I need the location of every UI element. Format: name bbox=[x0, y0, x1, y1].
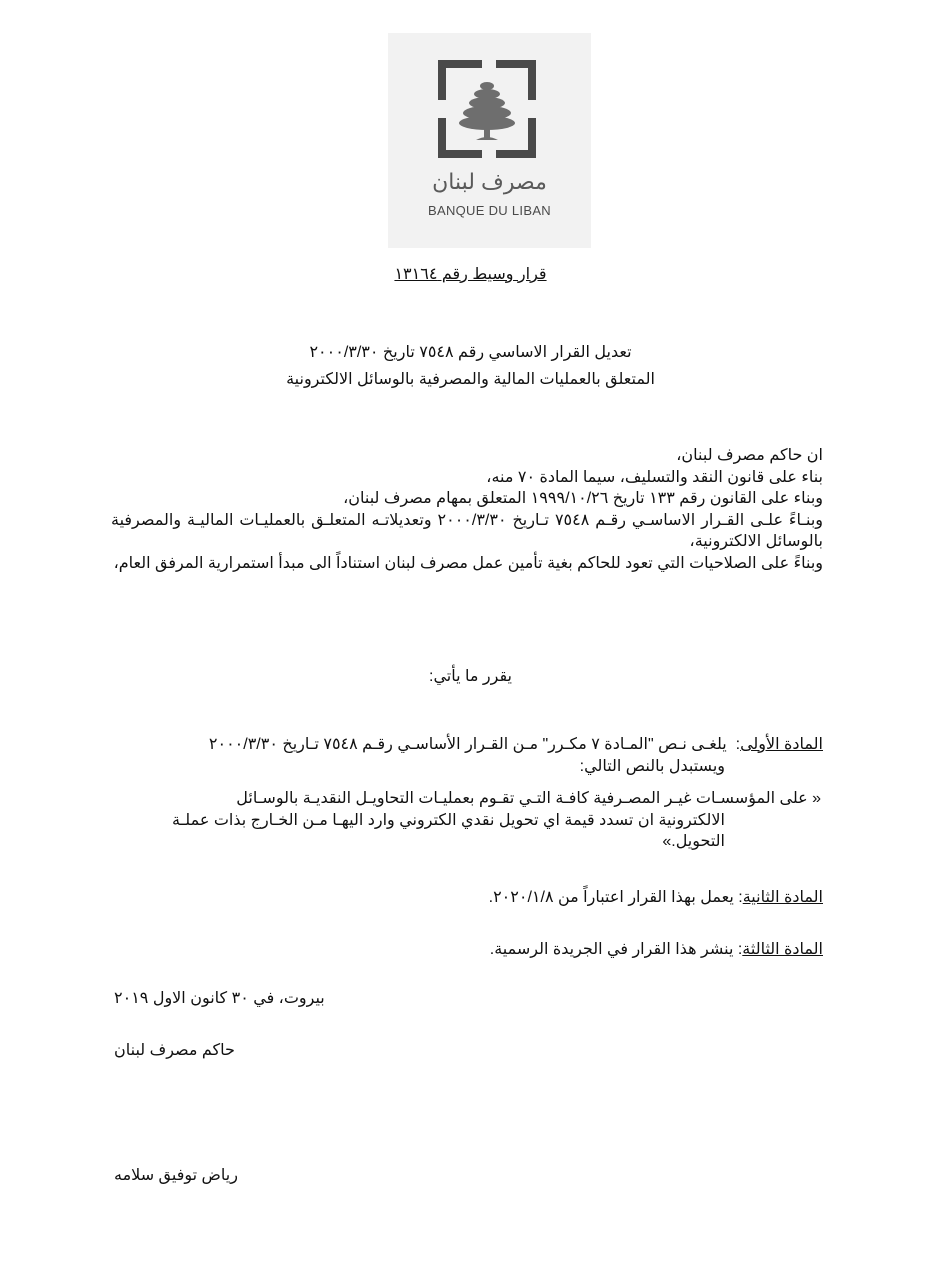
subject-line-1: تعديل القرار الاساسي رقم ٧٥٤٨ تاريخ ٢٠٠٠/٣/٣٠ bbox=[309, 344, 632, 361]
colon: : bbox=[726, 736, 741, 753]
signer-title: حاكم مصرف لبنان bbox=[114, 1042, 235, 1059]
bank-name-latin: BANQUE DU LIBAN bbox=[428, 203, 551, 218]
preamble-line: ان حاكم مصرف لبنان، bbox=[676, 447, 823, 464]
preamble bbox=[111, 445, 823, 574]
signer-name: رياض توفيق سلامه bbox=[114, 1167, 238, 1184]
place-date: بيروت، في ٣٠ كانون الاول ٢٠١٩ bbox=[114, 990, 325, 1007]
colon: : bbox=[733, 889, 743, 906]
article-second-text: يعمل بهذا القرار اعتباراً من ٢٠٢٠/١/٨. bbox=[488, 889, 734, 906]
article-third bbox=[111, 939, 823, 961]
preamble-line: وبنـاءً علـى القـرار الاساسـي رقـم ٧٥٤٨ تـاريخ ٢٠٠٠/٣/٣٠ وتعديلاتـه المتعلـق بالعمليـات الماليـة والمصرفية بالوسائل الالكترونية، bbox=[111, 511, 824, 550]
colon: : bbox=[733, 941, 743, 958]
quote-line: التحويل.» bbox=[662, 833, 725, 850]
article-second-heading: المادة الثانية bbox=[742, 889, 823, 906]
article-first-text: يلغـى نـص "المـادة ٧ مكـرر" مـن القـرار الأساسـي رقـم ٧٥٤٨ تـاريخ ٢٠٠٠/٣/٣٠ bbox=[208, 736, 727, 753]
preamble-line: بناء على قانون النقد والتسليف، سيما المادة ٧٠ منه، bbox=[486, 468, 823, 486]
article-first-quote bbox=[111, 788, 823, 853]
quote-line: الالكترونية ان تسدد قيمة اي تحويل نقدي الكتروني وارد اليهـا مـن الخـارج بذات عملـة bbox=[172, 811, 725, 829]
decides-heading: يقرر ما يأتي: bbox=[429, 668, 512, 685]
article-third-text: ينشر هذا القرار في الجريدة الرسمية. bbox=[489, 941, 734, 958]
bank-logo bbox=[388, 33, 591, 248]
decision-title: قرار وسيط رقم ١٣١٦٤ bbox=[394, 266, 547, 283]
preamble-line: وبناءً على الصلاحيات التي تعود للحاكم بغية تأمين عمل مصرف لبنان استناداً الى مبدأ استمرارية المرفق العام، bbox=[113, 554, 823, 572]
preamble-line: وبناء على القانون رقم ١٣٣ تاريخ ١٩٩٩/١٠/٢٦ المتعلق بمهام مصرف لبنان، bbox=[343, 490, 823, 507]
subject-line-2: المتعلق بالعمليات المالية والمصرفية بالوسائل الالكترونية bbox=[286, 371, 655, 388]
bank-name-arabic: مصرف لبنان bbox=[432, 169, 547, 194]
quote-line: « على المؤسسـات غيـر المصـرفية كافـة التـي تقـوم بعمليـات التحاويـل النقديـة بالوسـائل bbox=[236, 790, 821, 807]
article-first-continued: ويستبدل بالنص التالي: bbox=[579, 757, 725, 775]
article-third-heading: المادة الثالثة bbox=[742, 941, 823, 958]
cedar-tree-icon bbox=[438, 60, 536, 158]
article-first-heading: المادة الأولى bbox=[740, 736, 823, 753]
article-first bbox=[111, 734, 823, 777]
article-second bbox=[111, 887, 823, 909]
